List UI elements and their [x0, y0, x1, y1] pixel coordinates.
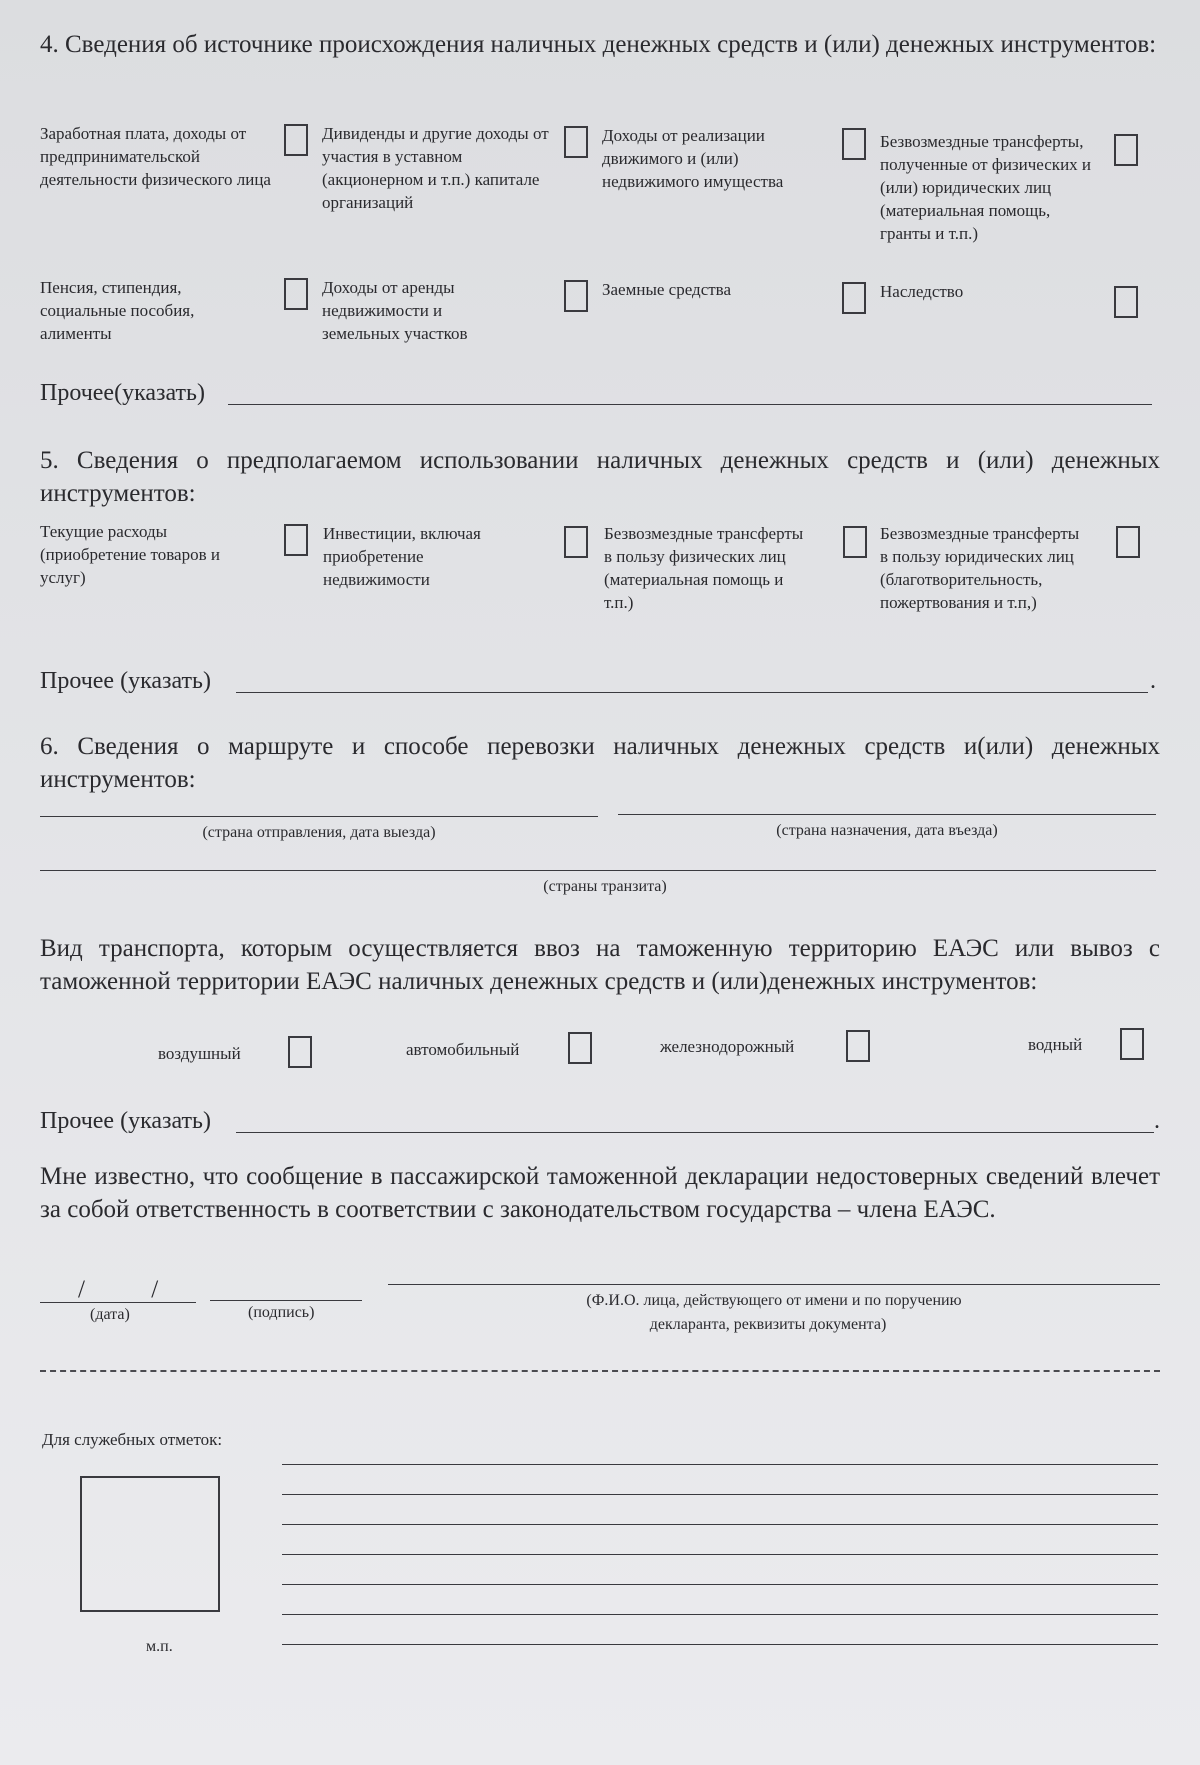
stamp-box: [80, 1476, 220, 1612]
stamp-caption: м.п.: [146, 1638, 173, 1655]
transport-label-air: воздушный: [158, 1044, 241, 1063]
official-line-4[interactable]: [282, 1554, 1158, 1555]
official-line-6[interactable]: [282, 1614, 1158, 1615]
source-option-inheritance: Наследство: [880, 282, 964, 301]
source-option-salary: Заработная плата, доходы от предпринимательской деятельности физического лица: [40, 124, 271, 189]
source-checkbox-dividends[interactable]: [564, 126, 588, 158]
section6-heading: 6. Сведения о маршруте и способе перевозки наличных денежных средств и(или) денежных инструментов:: [40, 733, 1160, 793]
source-option-loans: Заемные средства: [602, 280, 732, 299]
use-checkbox-investments[interactable]: [564, 526, 588, 558]
section5-heading: 5. Сведения о предполагаемом использовании наличных денежных средств и (или) денежных инструментов:: [40, 447, 1160, 507]
transit-caption: (страны транзита): [543, 878, 667, 895]
transport-label-rail: железнодорожный: [660, 1037, 795, 1056]
section4-heading: 4. Сведения об источнике происхождения наличных денежных средств и (или) денежных инструментов:: [40, 31, 1157, 58]
use-option-transfers-legal: Безвозмездные трансферты в пользу юридических лиц (благотворительность, пожертвования и т.п,): [880, 524, 1080, 612]
use-option-investments: Инвестиции, включая приобретение недвижимости: [323, 524, 481, 589]
person-caption-line2: декларанта, реквизиты документа): [649, 1316, 887, 1333]
source-checkbox-rent[interactable]: [564, 280, 588, 312]
transport-label-water: водный: [1028, 1035, 1083, 1054]
departure-field[interactable]: [40, 816, 598, 817]
transport-checkbox-road[interactable]: [568, 1032, 592, 1064]
transit-field[interactable]: [40, 870, 1156, 871]
source-option-transfers: Безвозмездные трансферты, полученные от физических и (или) юридических лиц (материальная помощь, гранты и т.п.): [880, 132, 1092, 243]
date-separators: / /: [78, 1276, 189, 1303]
use-checkbox-transfers-individuals[interactable]: [843, 526, 867, 558]
section5-other-end: .: [1150, 668, 1156, 694]
use-option-transfers-individuals: Безвозмездные трансферты в пользу физических лиц (материальная помощь и т.п.): [604, 524, 804, 612]
departure-caption: (страна отправления, дата выезда): [202, 824, 436, 841]
cut-line: [40, 1370, 1160, 1372]
source-checkbox-transfers[interactable]: [1114, 134, 1138, 166]
source-checkbox-salary[interactable]: [284, 124, 308, 156]
section5-other-label: Прочее (указать): [40, 668, 211, 694]
use-checkbox-current[interactable]: [284, 524, 308, 556]
source-option-property-sale: Доходы от реализации движимого и (или) недвижимого имущества: [602, 126, 784, 191]
section6-other-end: .: [1154, 1108, 1160, 1134]
use-option-current: Текущие расходы (приобретение товаров и услуг): [40, 522, 220, 587]
official-line-1[interactable]: [282, 1464, 1158, 1465]
section6-other-label: Прочее (указать): [40, 1108, 211, 1134]
transport-label-road: автомобильный: [406, 1040, 520, 1059]
source-checkbox-pension[interactable]: [284, 278, 308, 310]
section4-other-label: Прочее(указать): [40, 380, 205, 406]
section6-other-field[interactable]: [236, 1132, 1154, 1133]
source-checkbox-property-sale[interactable]: [842, 128, 866, 160]
official-marks-label: Для служебных отметок:: [42, 1430, 223, 1449]
transport-checkbox-air[interactable]: [288, 1036, 312, 1068]
person-caption-line1: (Ф.И.О. лица, действующего от имени и по поручению: [586, 1292, 962, 1309]
declaration-text: Мне известно, что сообщение в пассажирской таможенной декларации недостоверных сведений влечет за собой ответственность в соответствии с законодательством государства – члена ЕАЭС.: [40, 1163, 1160, 1223]
destination-field[interactable]: [618, 814, 1156, 815]
section5-other-field[interactable]: [236, 692, 1148, 693]
destination-caption: (страна назначения, дата въезда): [776, 822, 998, 839]
official-line-3[interactable]: [282, 1524, 1158, 1525]
section4-other-field[interactable]: [228, 404, 1152, 405]
transport-heading: Вид транспорта, которым осуществляется ввоз на таможенную территорию ЕАЭС или вывоз с таможенной территории ЕАЭС наличных денежных средств и (или)денежных инструментов:: [40, 935, 1160, 995]
signature-caption: (подпись): [248, 1304, 315, 1321]
official-line-2[interactable]: [282, 1494, 1158, 1495]
source-option-dividends: Дивиденды и другие доходы от участия в уставном (акционерном и т.п.) капитале организаций: [322, 124, 549, 212]
date-caption: (дата): [90, 1306, 130, 1323]
source-checkbox-inheritance[interactable]: [1114, 286, 1138, 318]
source-checkbox-loans[interactable]: [842, 282, 866, 314]
official-line-5[interactable]: [282, 1584, 1158, 1585]
source-option-rent: Доходы от аренды недвижимости и земельных участков: [322, 278, 468, 343]
signature-field[interactable]: [210, 1300, 362, 1301]
official-line-7[interactable]: [282, 1644, 1158, 1645]
person-field[interactable]: [388, 1284, 1160, 1285]
use-checkbox-transfers-legal[interactable]: [1116, 526, 1140, 558]
source-option-pension: Пенсия, стипендия, социальные пособия, алименты: [40, 278, 195, 343]
transport-checkbox-water[interactable]: [1120, 1028, 1144, 1060]
transport-checkbox-rail[interactable]: [846, 1030, 870, 1062]
